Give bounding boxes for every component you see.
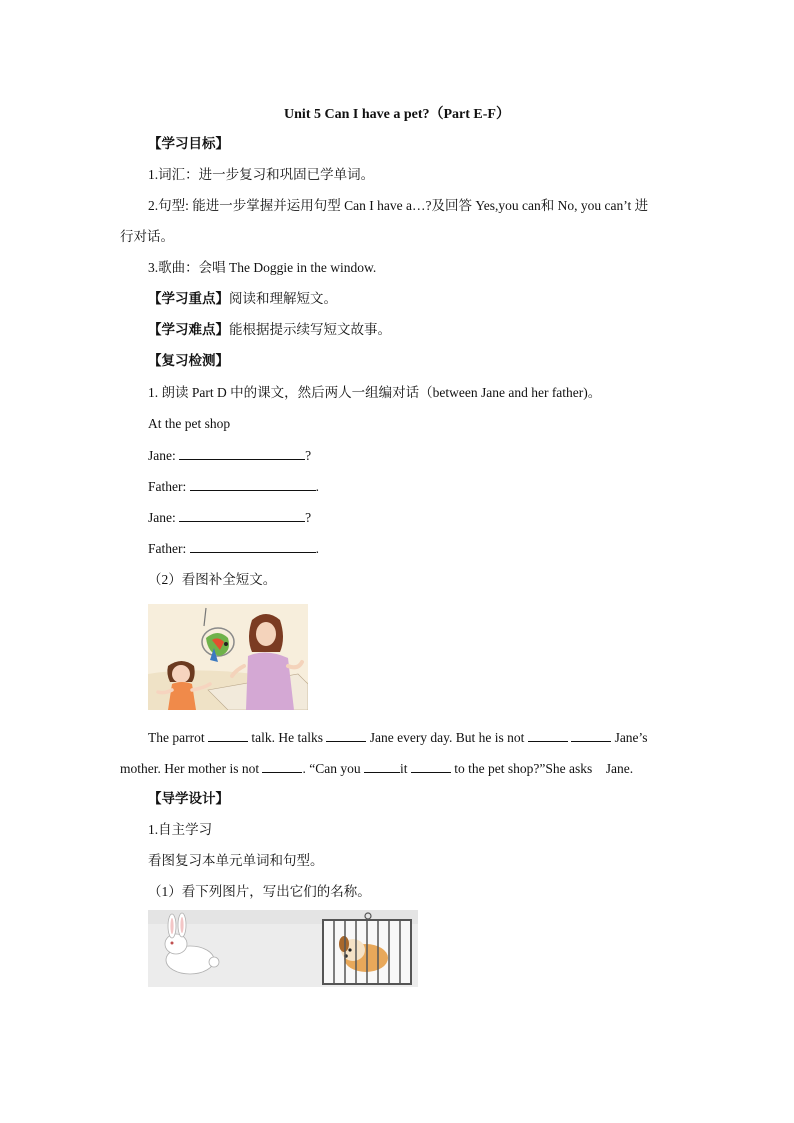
cloze-blank[interactable]: [208, 728, 248, 742]
goal-sentence: 2.句型: 能进一步掌握并运用句型 Can I have a…?及回答 Yes,you can和 No, you can’t 进: [148, 198, 649, 213]
dialog-setting: At the pet shop: [148, 416, 231, 431]
dialog-line-father-2: Father: .: [148, 541, 319, 556]
dialog-line-father-1: Father: .: [148, 479, 319, 494]
page-title: Unit 5 Can I have a pet?（Part E-F）: [284, 107, 510, 122]
cloze-line-2: mother. Her mother is not . “Can you it to the pet shop?”She asks Jane.: [120, 761, 634, 776]
section-guide-heading: 【导学设计】: [148, 791, 229, 806]
speaker-father: Father:: [148, 479, 187, 494]
key-point-text: 阅读和理解短文。: [229, 291, 337, 306]
answer-blank[interactable]: [190, 539, 316, 553]
answer-blank[interactable]: [190, 477, 316, 491]
self-study-heading: 1.自主学习: [148, 822, 213, 837]
dog-in-cage-icon: [323, 913, 411, 984]
key-point-label: 【学习重点】: [148, 291, 229, 306]
cloze-blank[interactable]: [528, 728, 568, 742]
goal-sentence-cont: 行对话。: [120, 229, 174, 244]
key-point: [148, 290, 337, 308]
dialog-line-jane-2: Jane: ?: [148, 510, 312, 525]
answer-blank[interactable]: [179, 446, 305, 460]
difficult-point-label: 【学习难点】: [148, 322, 229, 337]
answer-blank[interactable]: [179, 508, 305, 522]
section-review-heading: 【复习检测】: [148, 353, 229, 368]
speaker-father: Father:: [148, 541, 187, 556]
speaker-jane: Jane:: [148, 448, 176, 463]
cloze-blank[interactable]: [364, 759, 400, 773]
cloze-line-1: The parrot talk. He talks Jane every day. But he is not Jane’s: [148, 730, 648, 745]
goal-song: 3.歌曲：会唱 The Doggie in the window.: [148, 260, 377, 275]
cloze-blank[interactable]: [326, 728, 366, 742]
difficult-point: [148, 321, 391, 339]
task-2-heading: （2）看图补全短文。: [148, 572, 277, 587]
parrot-family-illustration: [148, 604, 308, 710]
rabbit-and-dog-illustration: [148, 910, 418, 987]
dialog-line-jane-1: Jane: ?: [148, 448, 312, 463]
goal-vocab: 1.词汇：进一步复习和巩固已学单词。: [148, 167, 375, 182]
cloze-blank[interactable]: [571, 728, 611, 742]
review-task-1: 1. 朗读 Part D 中的课文，然后两人一组编对话（between Jane and her father)。: [148, 385, 602, 400]
speaker-jane: Jane:: [148, 510, 176, 525]
section-goal-heading: 【学习目标】: [148, 136, 229, 151]
self-study-text: 看图复习本单元单词和句型。: [148, 853, 324, 868]
cloze-blank[interactable]: [411, 759, 451, 773]
task-pictures-heading: （1）看下列图片，写出它们的名称。: [148, 884, 371, 899]
difficult-point-text: 能根据提示续写短文故事。: [229, 322, 391, 337]
cloze-blank[interactable]: [262, 759, 302, 773]
